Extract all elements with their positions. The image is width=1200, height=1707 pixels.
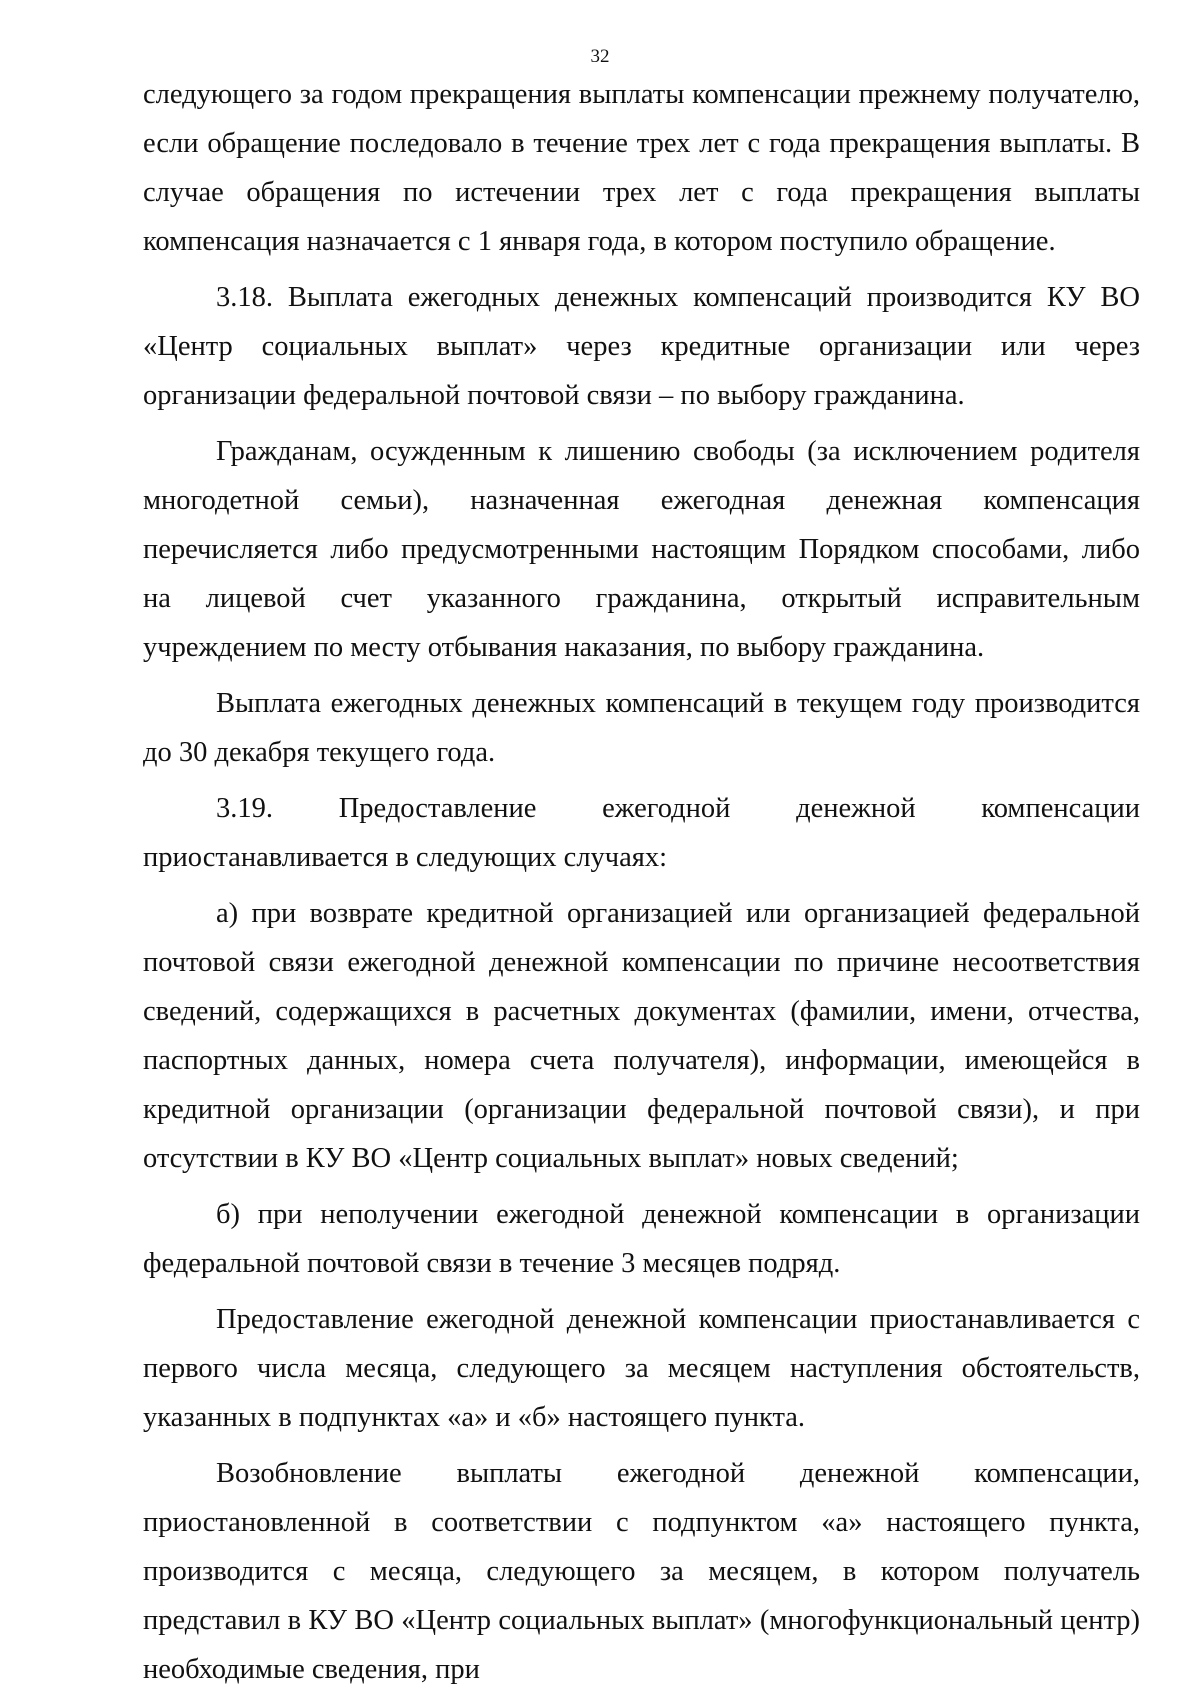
paragraph-payment-deadline: Выплата ежегодных денежных компенсаций в текущем году производится до 30 декабря текущего года. xyxy=(143,688,1140,768)
paragraph-3-19: 3.19. Предоставление ежегодной денежной компенсации приостанавливается в следующих случаях: xyxy=(143,793,1140,873)
paragraph-subitem-b: б) при неполучении ежегодной денежной компенсации в организации федеральной почтовой связи в течение 3 месяцев подряд. xyxy=(143,1199,1140,1279)
paragraph-continuation: следующего за годом прекращения выплаты компенсации прежнему получателю, если обращение последовало в течение трех лет с года прекращения выплаты. В случае обращения по истечении трех лет с года прекращения выплаты компенсация назначается с 1 января года, в котором поступило обращение. xyxy=(143,79,1140,257)
document-body xyxy=(143,70,1140,1694)
paragraph-suspension-start: Предоставление ежегодной денежной компенсации приостанавливается с первого числа месяца, следующего за месяцем наступления обстоятельств, указанных в подпунктах «а» и «б» настоящего пункта. xyxy=(143,1304,1140,1433)
paragraph-convicted-citizens: Гражданам, осужденным к лишению свободы (за исключением родителя многодетной семьи), назначенная ежегодная денежная компенсация перечисляется либо предусмотренными настоящим Порядком способами, либо на лицевой счет указанного гражданина, открытый исправительным учреждением по месту отбывания наказания, по выбору гражданина. xyxy=(143,436,1140,663)
paragraph-3-18: 3.18. Выплата ежегодных денежных компенсаций производится КУ ВО «Центр социальных выплат» через кредитные организации или через организации федеральной почтовой связи – по выбору гражданина. xyxy=(143,282,1140,411)
paragraph-subitem-a: а) при возврате кредитной организацией или организацией федеральной почтовой связи ежегодной денежной компенсации по причине несоответствия сведений, содержащихся в расчетных документах (фамилии, имени, отчества, паспортных данных, номера счета получателя), информации, имеющейся в кредитной организации (организации федеральной почтовой связи), и при отсутствии в КУ ВО «Центр социальных выплат» новых сведений; xyxy=(143,898,1140,1174)
page-number: 32 xyxy=(590,46,610,67)
paragraph-resumption: Возобновление выплаты ежегодной денежной компенсации, приостановленной в соответствии с подпунктом «а» настоящего пункта, производится с месяца, следующего за месяцем, в котором получатель представил в КУ ВО «Центр социальных выплат» (многофункциональный центр) необходимые сведения, при xyxy=(143,1458,1140,1685)
